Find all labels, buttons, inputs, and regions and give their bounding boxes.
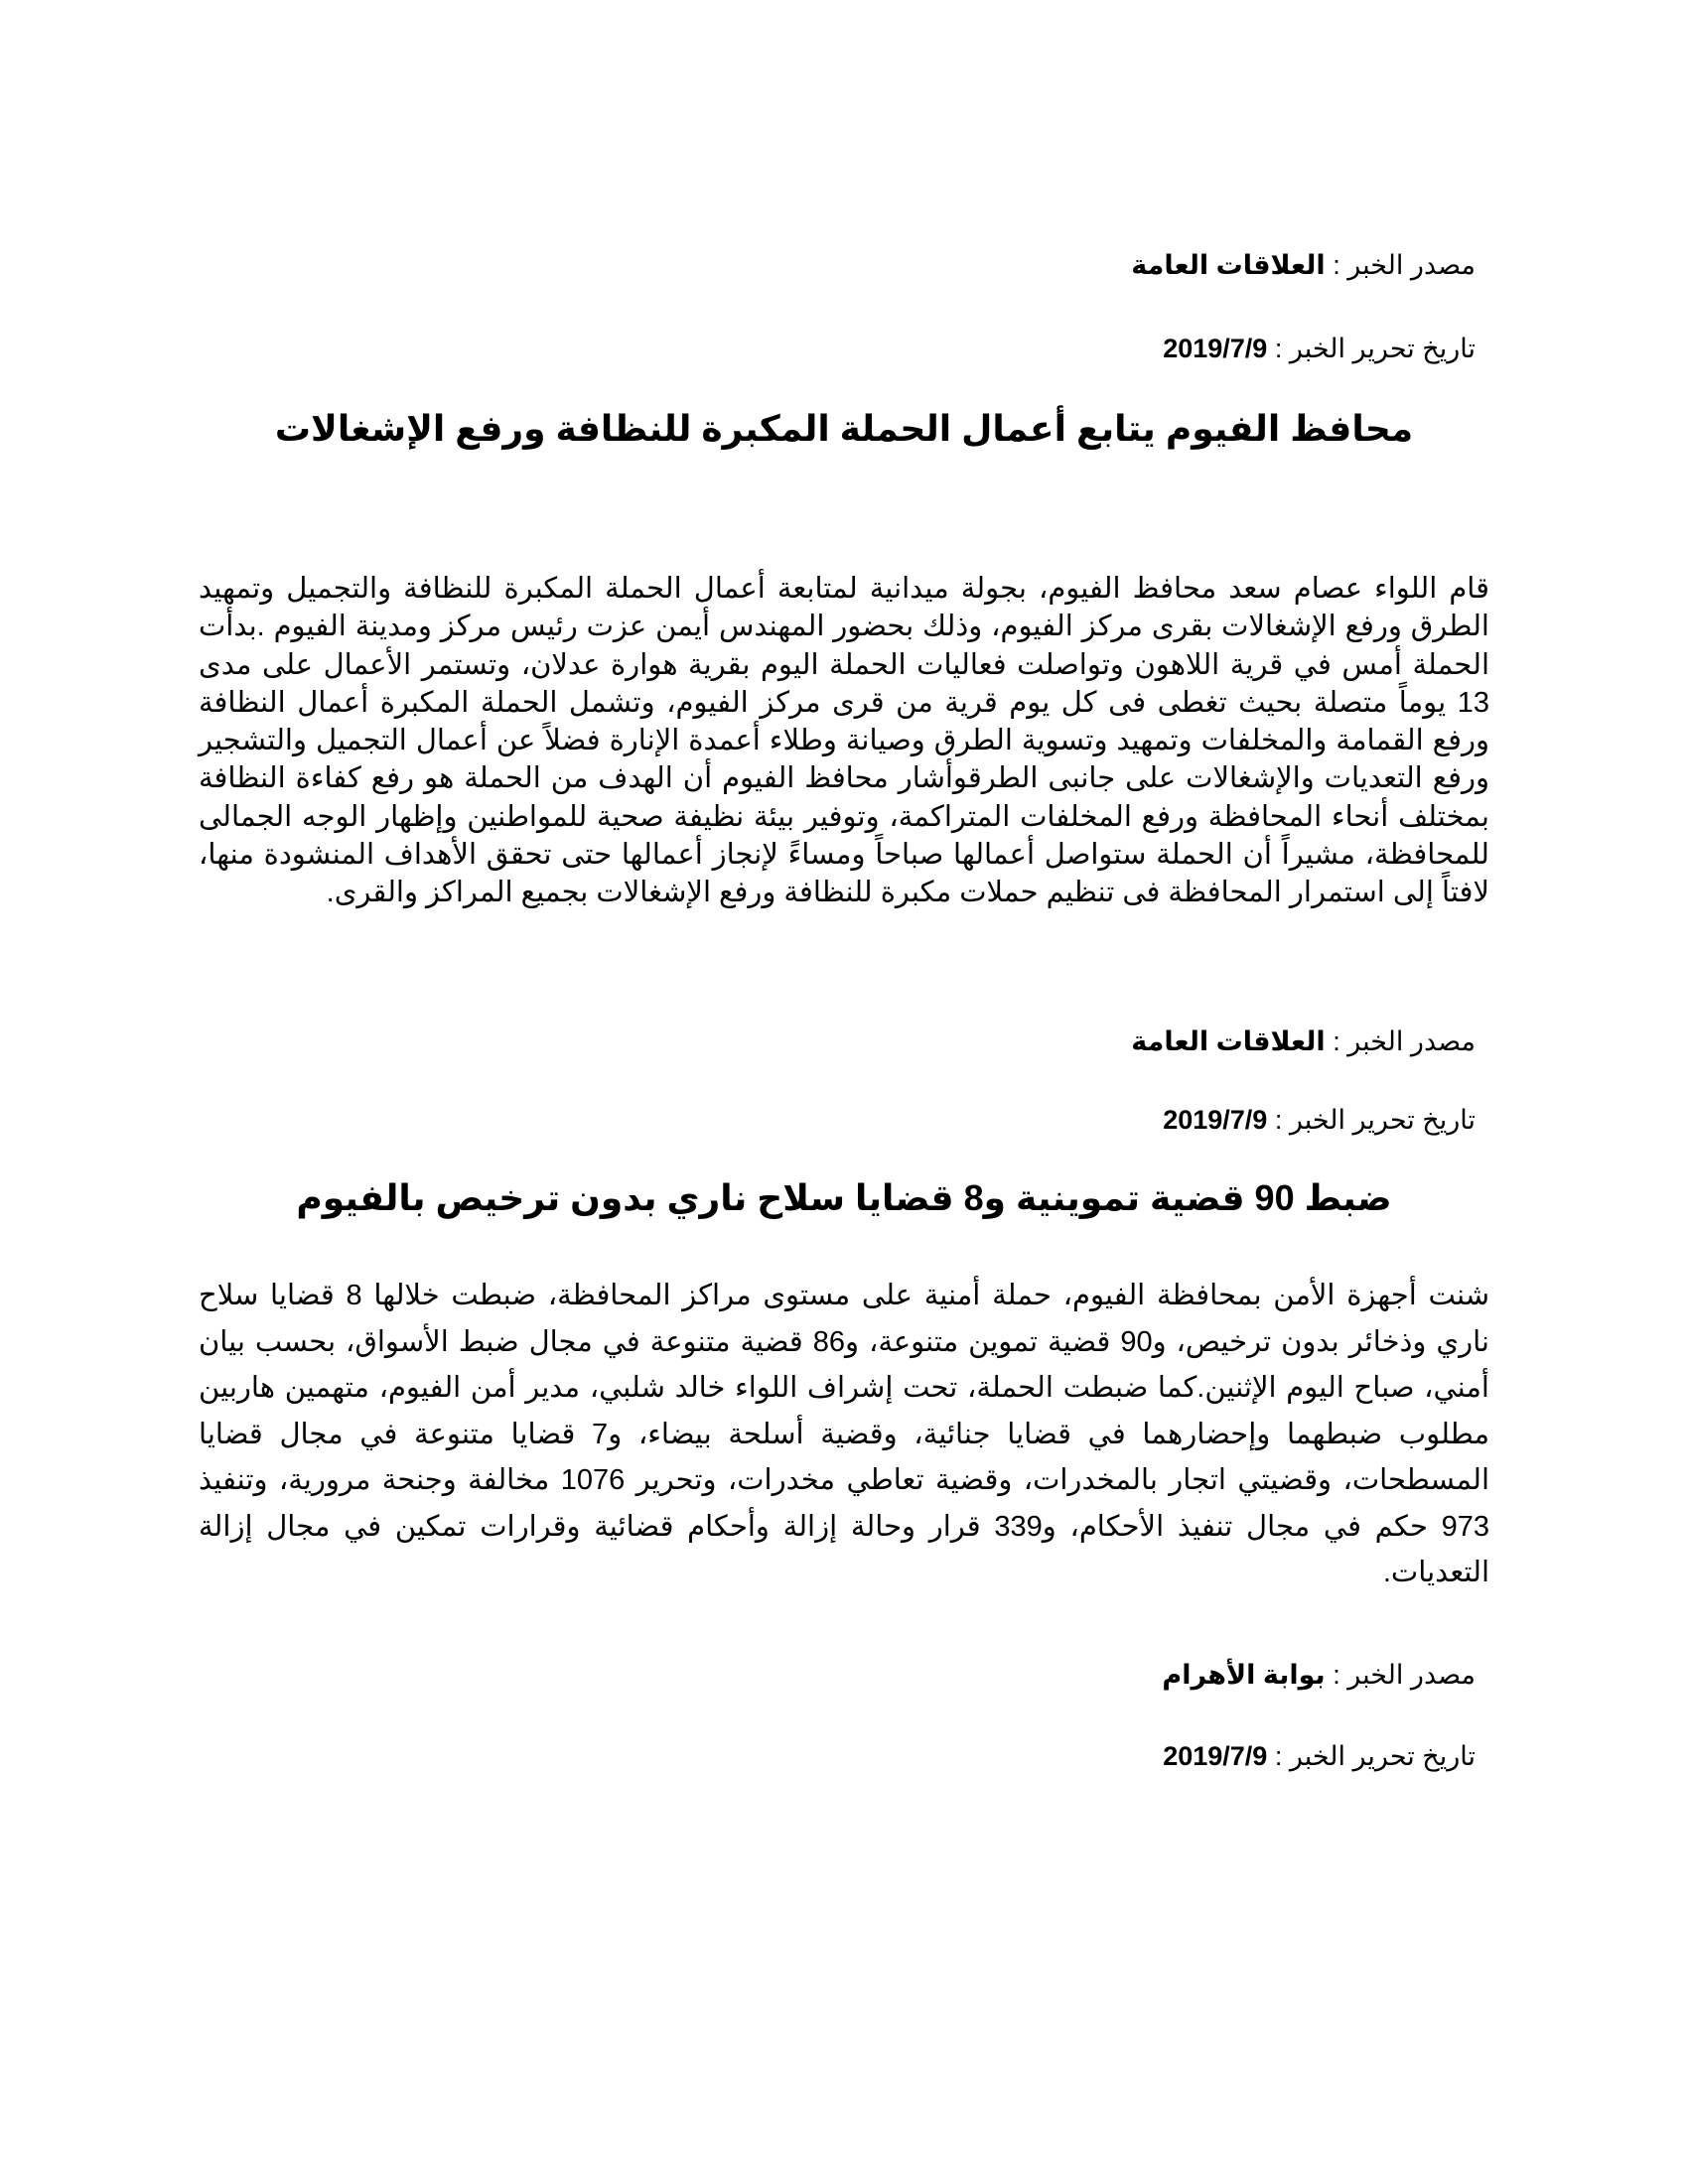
source-value: العلاقات العامة bbox=[1131, 1026, 1326, 1056]
date-value: 2019/7/9 bbox=[1163, 1105, 1268, 1135]
source-label: مصدر الخبر : bbox=[1333, 1026, 1476, 1056]
source-label: مصدر الخبر : bbox=[1333, 1660, 1476, 1690]
source-value: العلاقات العامة bbox=[1131, 250, 1326, 280]
source-label: مصدر الخبر : bbox=[1333, 250, 1476, 280]
date-value: 2019/7/9 bbox=[1163, 334, 1268, 363]
article-body: قام اللواء عصام سعد محافظ الفيوم، بجولة ميدانية لمتابعة أعمال الحملة المكبرة للنظافة والتجميل وتمهيد الطرق ورفع الإشغالات بقرى مركز الفيوم، وذلك بحضور المهندس أيمن عزت رئيس مركز ومدينة الفيوم .بدأت الحملة أمس في قرية اللاهون وتواصلت فعاليات الحملة اليوم بقرية هوارة عدلان، وتستمر الأعمال على مدى 13 يوماً متصلة بحيث تغطى فى كل يوم قرية من قرى مركز الفيوم، وتشمل الحملة المكبرة أعمال النظافة ورفع القمامة والمخلفات وتمهيد وتسوية الطرق وصيانة وطلاء أعمدة الإنارة فضلاً عن أعمال التجميل والتشجير ورفع التعديات والإشغالات على جانبى الطرقوأشار محافظ الفيوم أن الهدف من الحملة هو رفع كفاءة النظافة بمختلف أنحاء المحافظة ورفع المخلفات المتراكمة، وتوفير بيئة نظيفة صحية للمواطنين وإظهار الوجه الجمالى للمحافظة، مشيراً أن الحملة ستواصل أعمالها صباحاً ومساءً لإنجاز أعمالها حتى تحقق الأهداف المنشودة منها، لافتاً إلى استمرار المحافظة فى تنظيم حملات مكبرة للنظافة ورفع الإشغالات بجميع المراكز والقرى. bbox=[199, 573, 1489, 909]
date-value: 2019/7/9 bbox=[1163, 1741, 1268, 1771]
date-label: تاريخ تحرير الخبر : bbox=[1274, 334, 1476, 363]
article-body: شنت أجهزة الأمن بمحافظة الفيوم، حملة أمنية على مستوى مراكز المحافظة، ضبطت خلالها 8 قضايا سلاح ناري وذخائر بدون ترخيص، و90 قضية تموين متنوعة، و86 قضية متنوعة في مجال ضبط الأسواق، بحسب بيان أمني، صباح اليوم الإثنين.كما ضبطت الحملة، تحت إشراف اللواء خالد شلبي، مدير أمن الفيوم، متهمين هاربين مطلوب ضبطهما وإحضارهما في قضايا جنائية، وقضية أسلحة بيضاء، و7 قضايا متنوعة في مجال قضايا المسطحات، وقضيتي اتجار بالمخدرات، وقضية تعاطي مخدرات، وتحرير 1076 مخالفة وجنحة مرورية، وتنفيذ 973 حكم في مجال تنفيذ الأحكام، و339 قرار وحالة إزالة وأحكام قضائية وقرارات تمكين في مجال إزالة التعديات. bbox=[199, 1280, 1490, 1588]
news-source-line bbox=[1162, 1657, 1476, 1693]
date-label: تاريخ تحرير الخبر : bbox=[1274, 1741, 1476, 1771]
edit-date-line bbox=[1163, 1102, 1476, 1138]
article-headline: ضبط 90 قضية تموينية و8 قضايا سلاح ناري بدون ترخيص بالفيوم bbox=[296, 1177, 1392, 1218]
article-headline: محافظ الفيوم يتابع أعمال الحملة المكبرة للنظافة ورفع الإشغالات bbox=[274, 408, 1414, 449]
news-source-line bbox=[1131, 1024, 1476, 1059]
edit-date-line bbox=[1163, 331, 1476, 366]
date-label: تاريخ تحرير الخبر : bbox=[1274, 1105, 1476, 1135]
news-source-line bbox=[1131, 247, 1476, 283]
edit-date-line bbox=[1163, 1738, 1476, 1774]
source-value: بوابة الأهرام bbox=[1162, 1660, 1326, 1690]
